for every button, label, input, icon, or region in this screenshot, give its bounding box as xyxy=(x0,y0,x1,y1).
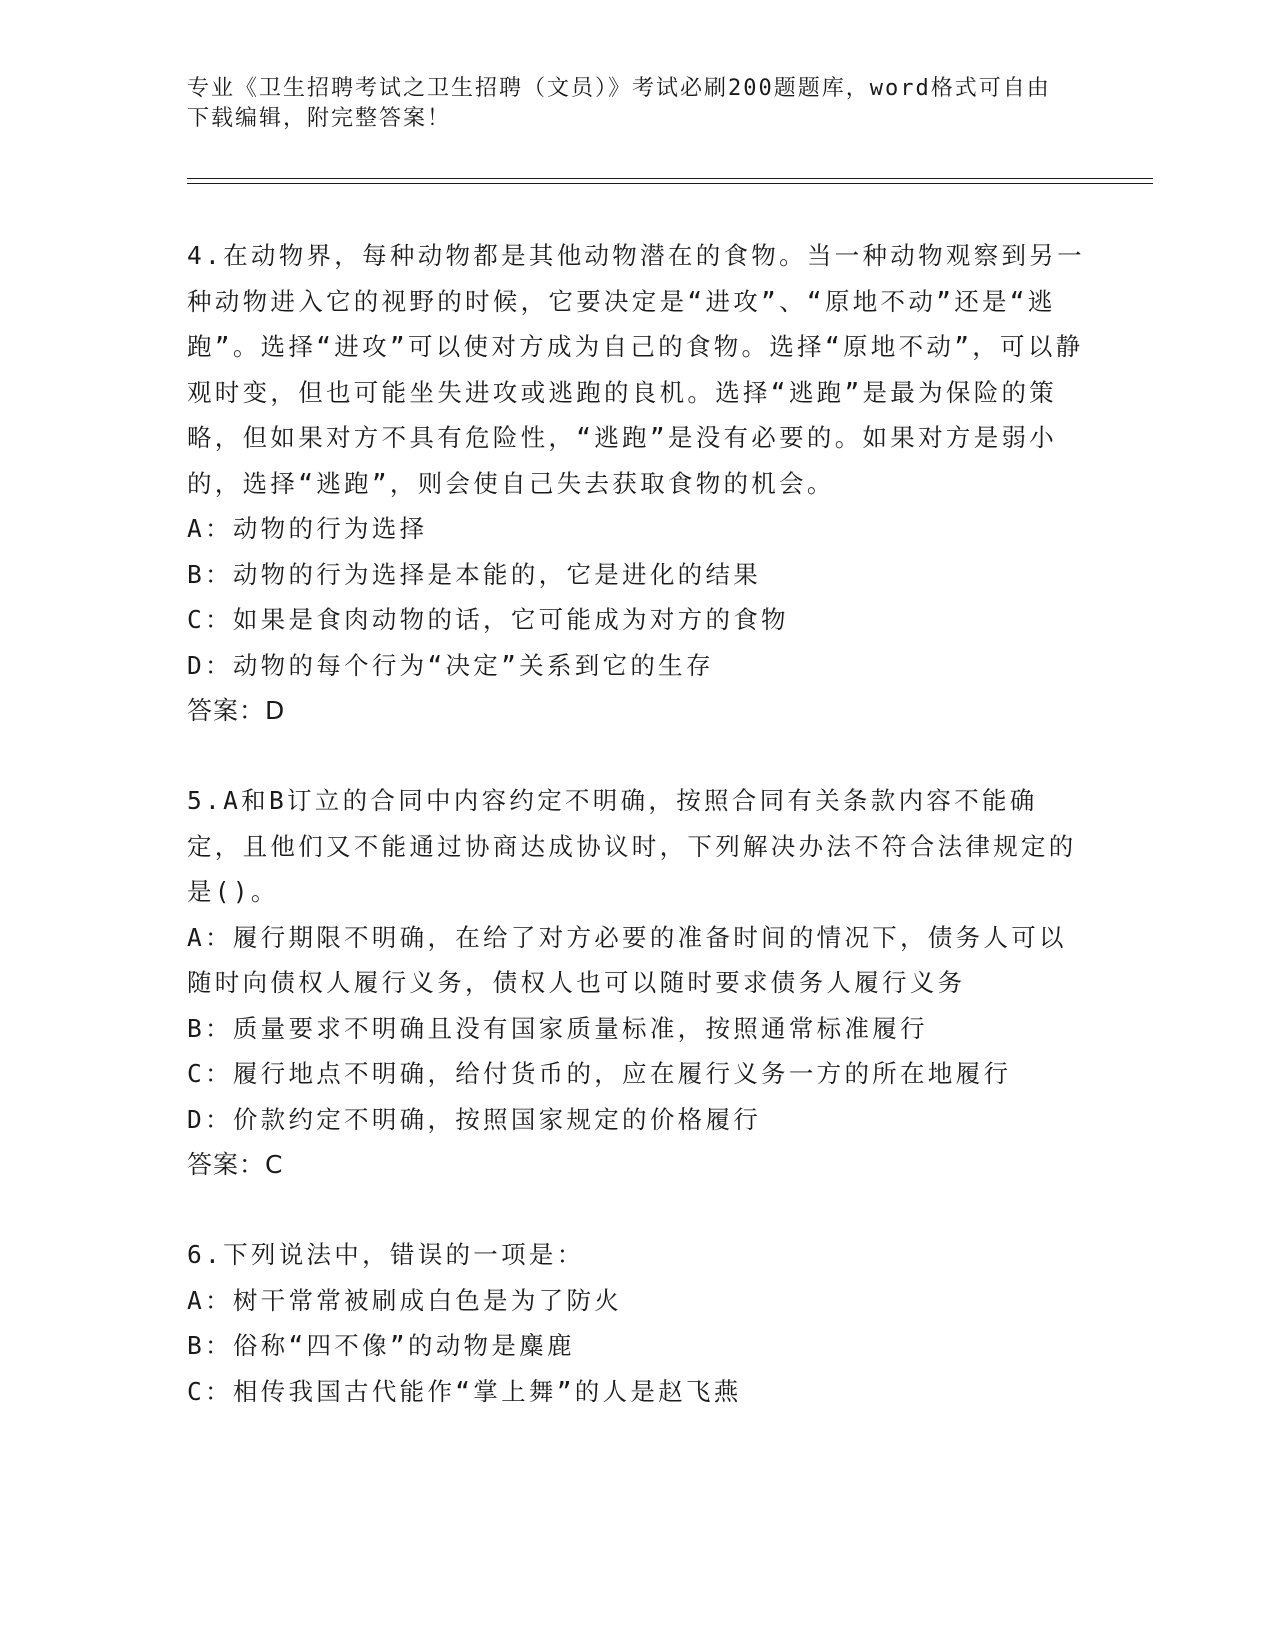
answer-label: 答案：C xyxy=(187,1150,284,1179)
option-c: C：履行地点不明确，给付货币的，应在履行义务一方的所在地履行 xyxy=(187,1059,1012,1088)
question-4 xyxy=(187,233,1087,734)
question-stem: 5.A和B订立的合同中内容约定不明确，按照合同有关条款内容不能确定，且他们又不能通过协商达成协议时，下列解决办法不符合法律规定的是()。 xyxy=(187,786,1077,906)
question-6 xyxy=(187,1232,1087,1414)
option-b: B：俗称“四不像”的动物是麋鹿 xyxy=(187,1331,575,1360)
option-a: A：树干常常被刷成白色是为了防火 xyxy=(187,1285,623,1315)
option-d: D：动物的每个行为“决定”关系到它的生存 xyxy=(187,650,714,680)
question-stem: 4.在动物界，每种动物都是其他动物潜在的食物。当一种动物观察到另一种动物进入它的视野的时候，它要决定是“进攻”、“原地不动”还是“逃跑”。选择“进攻”可以使对方成为自己的食物。选择“原地不动”，可以静观时变，但也可能坐失进攻或逃跑的良机。选择“逃跑”是最为保险的策略，但如果对方不具有危险性，“逃跑”是没有必要的。如果对方是弱小的，选择“逃跑”，则会使自己失去获取食物的机会。 xyxy=(187,241,1085,498)
option-b: B：质量要求不明确且没有国家质量标准，按照通常标准履行 xyxy=(187,1013,928,1043)
option-a: A：动物的行为选择 xyxy=(187,514,428,543)
document-header: 专业《卫生招聘考试之卫生招聘（文员）》考试必刷200题题库，word格式可自由下载编辑，附完整答案！ xyxy=(187,76,1051,131)
question-5 xyxy=(187,778,1087,1188)
question-stem: 6.下列说法中，错误的一项是： xyxy=(187,1240,585,1269)
header-divider-top xyxy=(187,178,1153,179)
header-divider-bottom xyxy=(187,183,1153,184)
option-c: C：相传我国古代能作“掌上舞”的人是赵飞燕 xyxy=(187,1376,742,1406)
option-a: A：履行期限不明确，在给了对方必要的准备时间的情况下，债务人可以随时向债权人履行义务，债权人也可以随时要求债务人履行义务 xyxy=(187,922,1067,997)
option-c: C：如果是食肉动物的话，它可能成为对方的食物 xyxy=(187,605,789,634)
option-b: B：动物的行为选择是本能的，它是进化的结果 xyxy=(187,559,762,589)
answer-label: 答案：D xyxy=(187,696,286,725)
question-list xyxy=(187,233,1087,1458)
option-d: D：价款约定不明确，按照国家规定的价格履行 xyxy=(187,1104,762,1134)
